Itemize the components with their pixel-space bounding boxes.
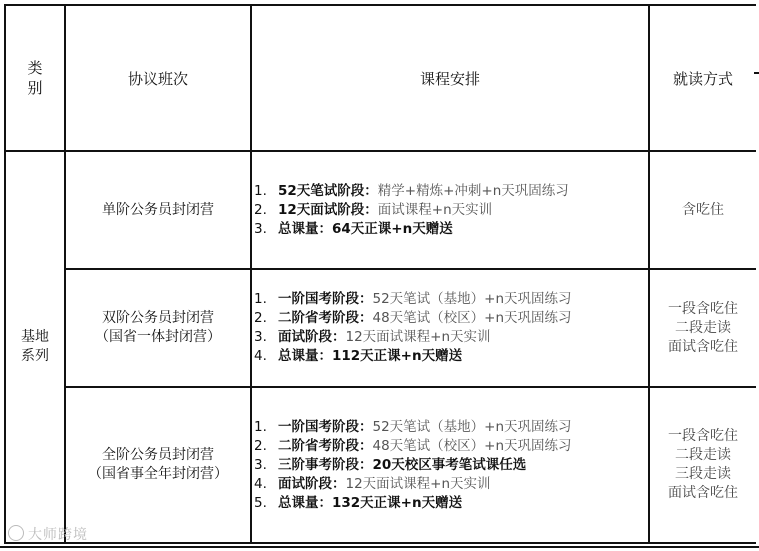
header-mode: 就读方式 [649,5,756,151]
table-row [5,151,756,269]
watermark-logo-icon [8,525,24,541]
course-item: 3. 面试阶段：12天面试课程+n天实训 [254,329,491,345]
course-item: 2. 二阶省考阶段：48天笔试（校区）+n天巩固练习 [254,310,572,326]
course-item: 4. 面试阶段：12天面试课程+n天实训 [254,475,491,492]
course-item: 2. 12天面试阶段：面试课程+n天实训 [254,201,493,218]
table-row [5,387,756,543]
course-cell [251,151,649,269]
divider [0,546,759,548]
class-name-cell: 全阶公务员封闭营 （国省事全年封闭营） [65,387,251,543]
course-item: 1. 一阶国考阶段：52天笔试（基地）+n天巩固练习 [254,291,572,307]
course-item: 4. 总课量：112天正课+n天赠送 [254,348,463,364]
course-table [4,4,756,544]
course-item: 3. 三阶事考阶段：20天校区事考笔试课任选 [254,456,527,473]
header-class-name: 协议班次 [65,5,251,151]
divider [754,72,759,74]
watermark-text: 大师跨境 [28,527,88,543]
course-item: 2. 二阶省考阶段：48天笔试（校区）+n天巩固练习 [254,437,572,454]
mode-cell: 一段含吃住 二段走读 三段走读 面试含吃住 [649,387,756,543]
table-row [5,269,756,387]
class-name-cell: 双阶公务员封闭营 （国省一体封闭营） [65,269,251,387]
class-name-cell: 单阶公务员封闭营 [65,151,251,269]
mode-cell: 一段含吃住 二段走读 面试含吃住 [649,269,756,387]
header-category: 类 别 [5,5,65,151]
watermark [8,524,88,544]
header-row [5,5,756,151]
course-item: 3. 总课量：64天正课+n天赠送 [254,220,453,237]
category-cell: 基地 系列 [5,151,65,543]
course-item: 1. 52天笔试阶段：精学+精炼+冲刺+n天巩固练习 [254,182,569,199]
mode-cell: 含吃住 [649,151,756,269]
course-item: 5. 总课量：132天正课+n天赠送 [254,494,463,511]
course-cell [251,269,649,387]
course-cell [251,387,649,543]
course-item: 1. 一阶国考阶段：52天笔试（基地）+n天巩固练习 [254,418,572,435]
header-course: 课程安排 [251,5,649,151]
